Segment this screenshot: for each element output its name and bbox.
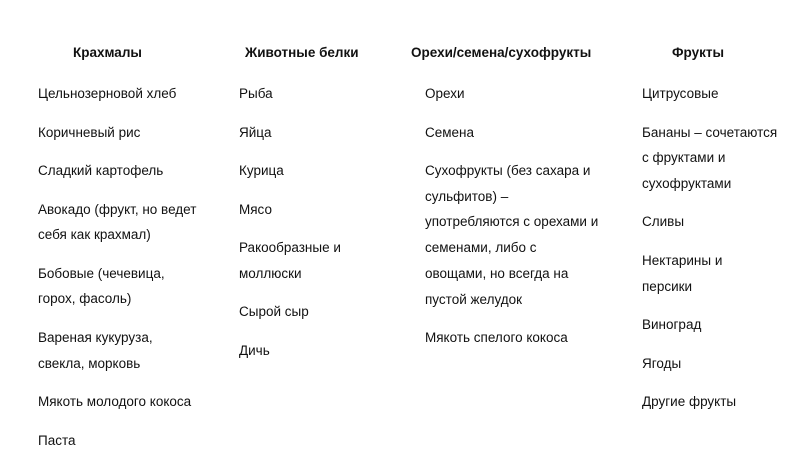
- list-item: Бобовые (чечевица, горох, фасоль): [38, 265, 165, 307]
- list-item: Рыба: [239, 86, 273, 101]
- list-item: Сладкий картофель: [38, 163, 164, 178]
- list-item: Мякоть спелого кокоса: [425, 330, 568, 346]
- list-item: Ягоды: [642, 355, 682, 371]
- list-item: Виноград: [642, 317, 702, 333]
- list-item: Авокадо (фрукт, но ведет себя как крахмал): [38, 201, 197, 243]
- list-item: Вареная кукуруза, свекла, морковь: [38, 329, 153, 371]
- list-item: Паста: [38, 432, 76, 448]
- list-item: Яйца: [239, 124, 272, 140]
- column-heading: Орехи/семена/сухофрукты: [411, 45, 592, 60]
- list-item: Сухофрукты (без сахара и сульфитов) – употребляются с орехами и семенами, либо с овощами, но всегда на пустой желудок: [425, 163, 599, 307]
- list-item: Другие фрукты: [642, 394, 737, 410]
- list-item: Цельнозерновой хлеб: [38, 86, 177, 101]
- list-item: Сырой сыр: [239, 304, 309, 320]
- list-item: Семена: [425, 124, 475, 140]
- column-heading: Крахмалы: [73, 45, 142, 60]
- column-heading: Фрукты: [672, 45, 724, 60]
- list-item: Мякоть молодого кокоса: [38, 394, 192, 410]
- list-item: Сливы: [642, 214, 685, 230]
- list-item: Нектарины и персики: [642, 252, 723, 294]
- list-item: Бананы – сочетаются с фруктами и сухофруктами: [642, 124, 778, 191]
- item-list: [425, 81, 615, 364]
- item-list: [239, 81, 409, 376]
- list-item: Курица: [239, 163, 284, 178]
- list-item: Коричневый рис: [38, 124, 141, 140]
- column-heading: Животные белки: [245, 45, 359, 60]
- item-list: [642, 81, 792, 428]
- list-item: Мясо: [239, 201, 272, 217]
- list-item: Орехи: [425, 86, 465, 101]
- list-item: Цитрусовые: [642, 86, 719, 101]
- list-item: Дичь: [239, 342, 270, 358]
- list-item: Ракообразные и моллюски: [239, 240, 341, 281]
- item-list: [38, 81, 228, 466]
